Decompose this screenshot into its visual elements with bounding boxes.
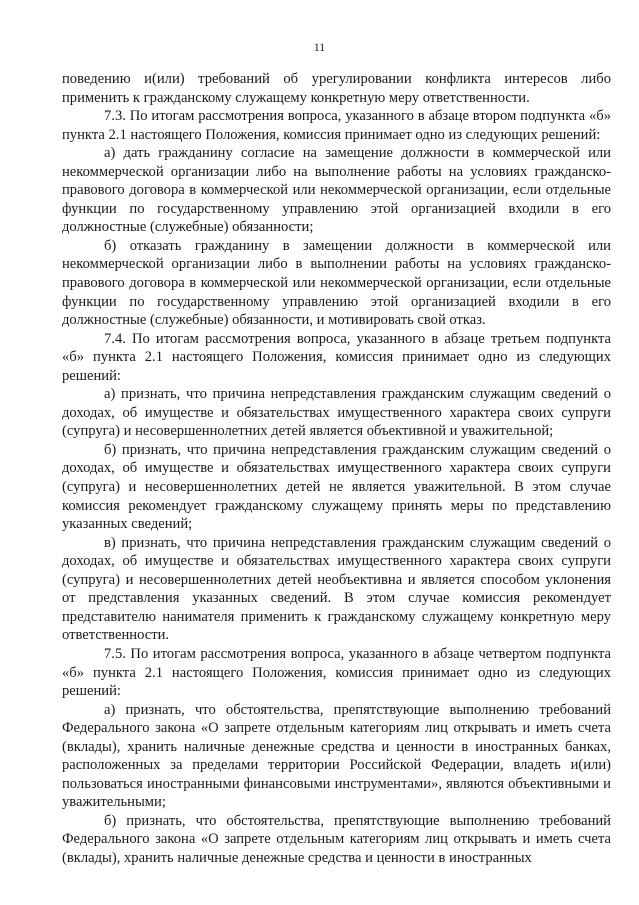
paragraph-7-4-b: б) признать, что причина непредставления гражданским служащим сведений о доходах, об имуществе и обязательствах имущественного характера своих супруги (супруга) и несовершеннолетних детей не является уважительной. В этом случае комиссия рекомендует гражданскому служащему принять меры по представлению указанных сведений; [62,441,611,533]
paragraph-7-5-b: б) признать, что обстоятельства, препятствующие выполнению требований Федерального закона «О запрете отдельным категориям лиц открывать и иметь счета (вклады), хранить наличные денежные средства и ценности в иностранных [62,812,611,866]
paragraph-continuation: поведению и(или) требований об урегулировании конфликта интересов либо применить к гражданскому служащему конкретную меру ответственности. [62,71,611,106]
paragraph-7-3-a: а) дать гражданину согласие на замещение должности в коммерческой или некоммерческой организации либо на выполнение работы на условиях гражданско-правового договора в коммерческой или некоммерческой организации, если отдельные функции по государственному управлению этой организацией входили в его должностные (служебные) обязанности; [62,145,611,236]
paragraph-7-3-b: б) отказать гражданину в замещении должности в коммерческой или некоммерческой организации либо в выполнении работы на условиях гражданско-правового договора в коммерческой или некоммерческой организации, если отдельные функции по государственному управлению этой организацией входили в его должностные (служебные) обязанности, и мотивировать свой отказ. [62,237,611,329]
paragraph-7-3: 7.3. По итогам рассмотрения вопроса, указанного в абзаце втором подпункта «б» пункта 2.1 настоящего Положения, комиссия принимает одно из следующих решений: [62,108,611,143]
paragraph-7-4-v: в) признать, что причина непредставления гражданским служащим сведений о доходах, об имуществе и обязательствах имущественного характера своих супруги (супруга) и несовершеннолетних детей необъективна и является способом уклонения от представления указанных сведений. В этом случае комиссия рекомендует представителю нанимателя применить к гражданскому служащему конкретную меру ответственности. [62,534,611,644]
document-body [62,70,611,868]
page-number: 11 [313,40,326,54]
paragraph-7-4: 7.4. По итогам рассмотрения вопроса, указанного в абзаце третьем подпункта «б» пункта 2.1 настоящего Положения, комиссия принимает одно из следующих решений: [62,330,611,384]
paragraph-7-5: 7.5. По итогам рассмотрения вопроса, указанного в абзаце четвертом подпункта «б» пункта 2.1 настоящего Положения, комиссия принимает одно из следующих решений: [62,645,611,700]
paragraph-7-5-a: а) признать, что обстоятельства, препятствующие выполнению требований Федерального закона «О запрете отдельным категориям лиц открывать и иметь счета (вклады), хранить наличные денежные средства и ценности в иностранных банках, расположенных за пределами территории Российской Федерации, владеть и(или) пользоваться иностранными финансовыми инструментами», являются объективными и уважительными; [62,701,611,811]
paragraph-7-4-a: а) признать, что причина непредставления гражданским служащим сведений о доходах, об имуществе и обязательствах имущественного характера своих супруги (супруга) и несовершеннолетних детей является объективной и уважительной; [62,386,611,440]
